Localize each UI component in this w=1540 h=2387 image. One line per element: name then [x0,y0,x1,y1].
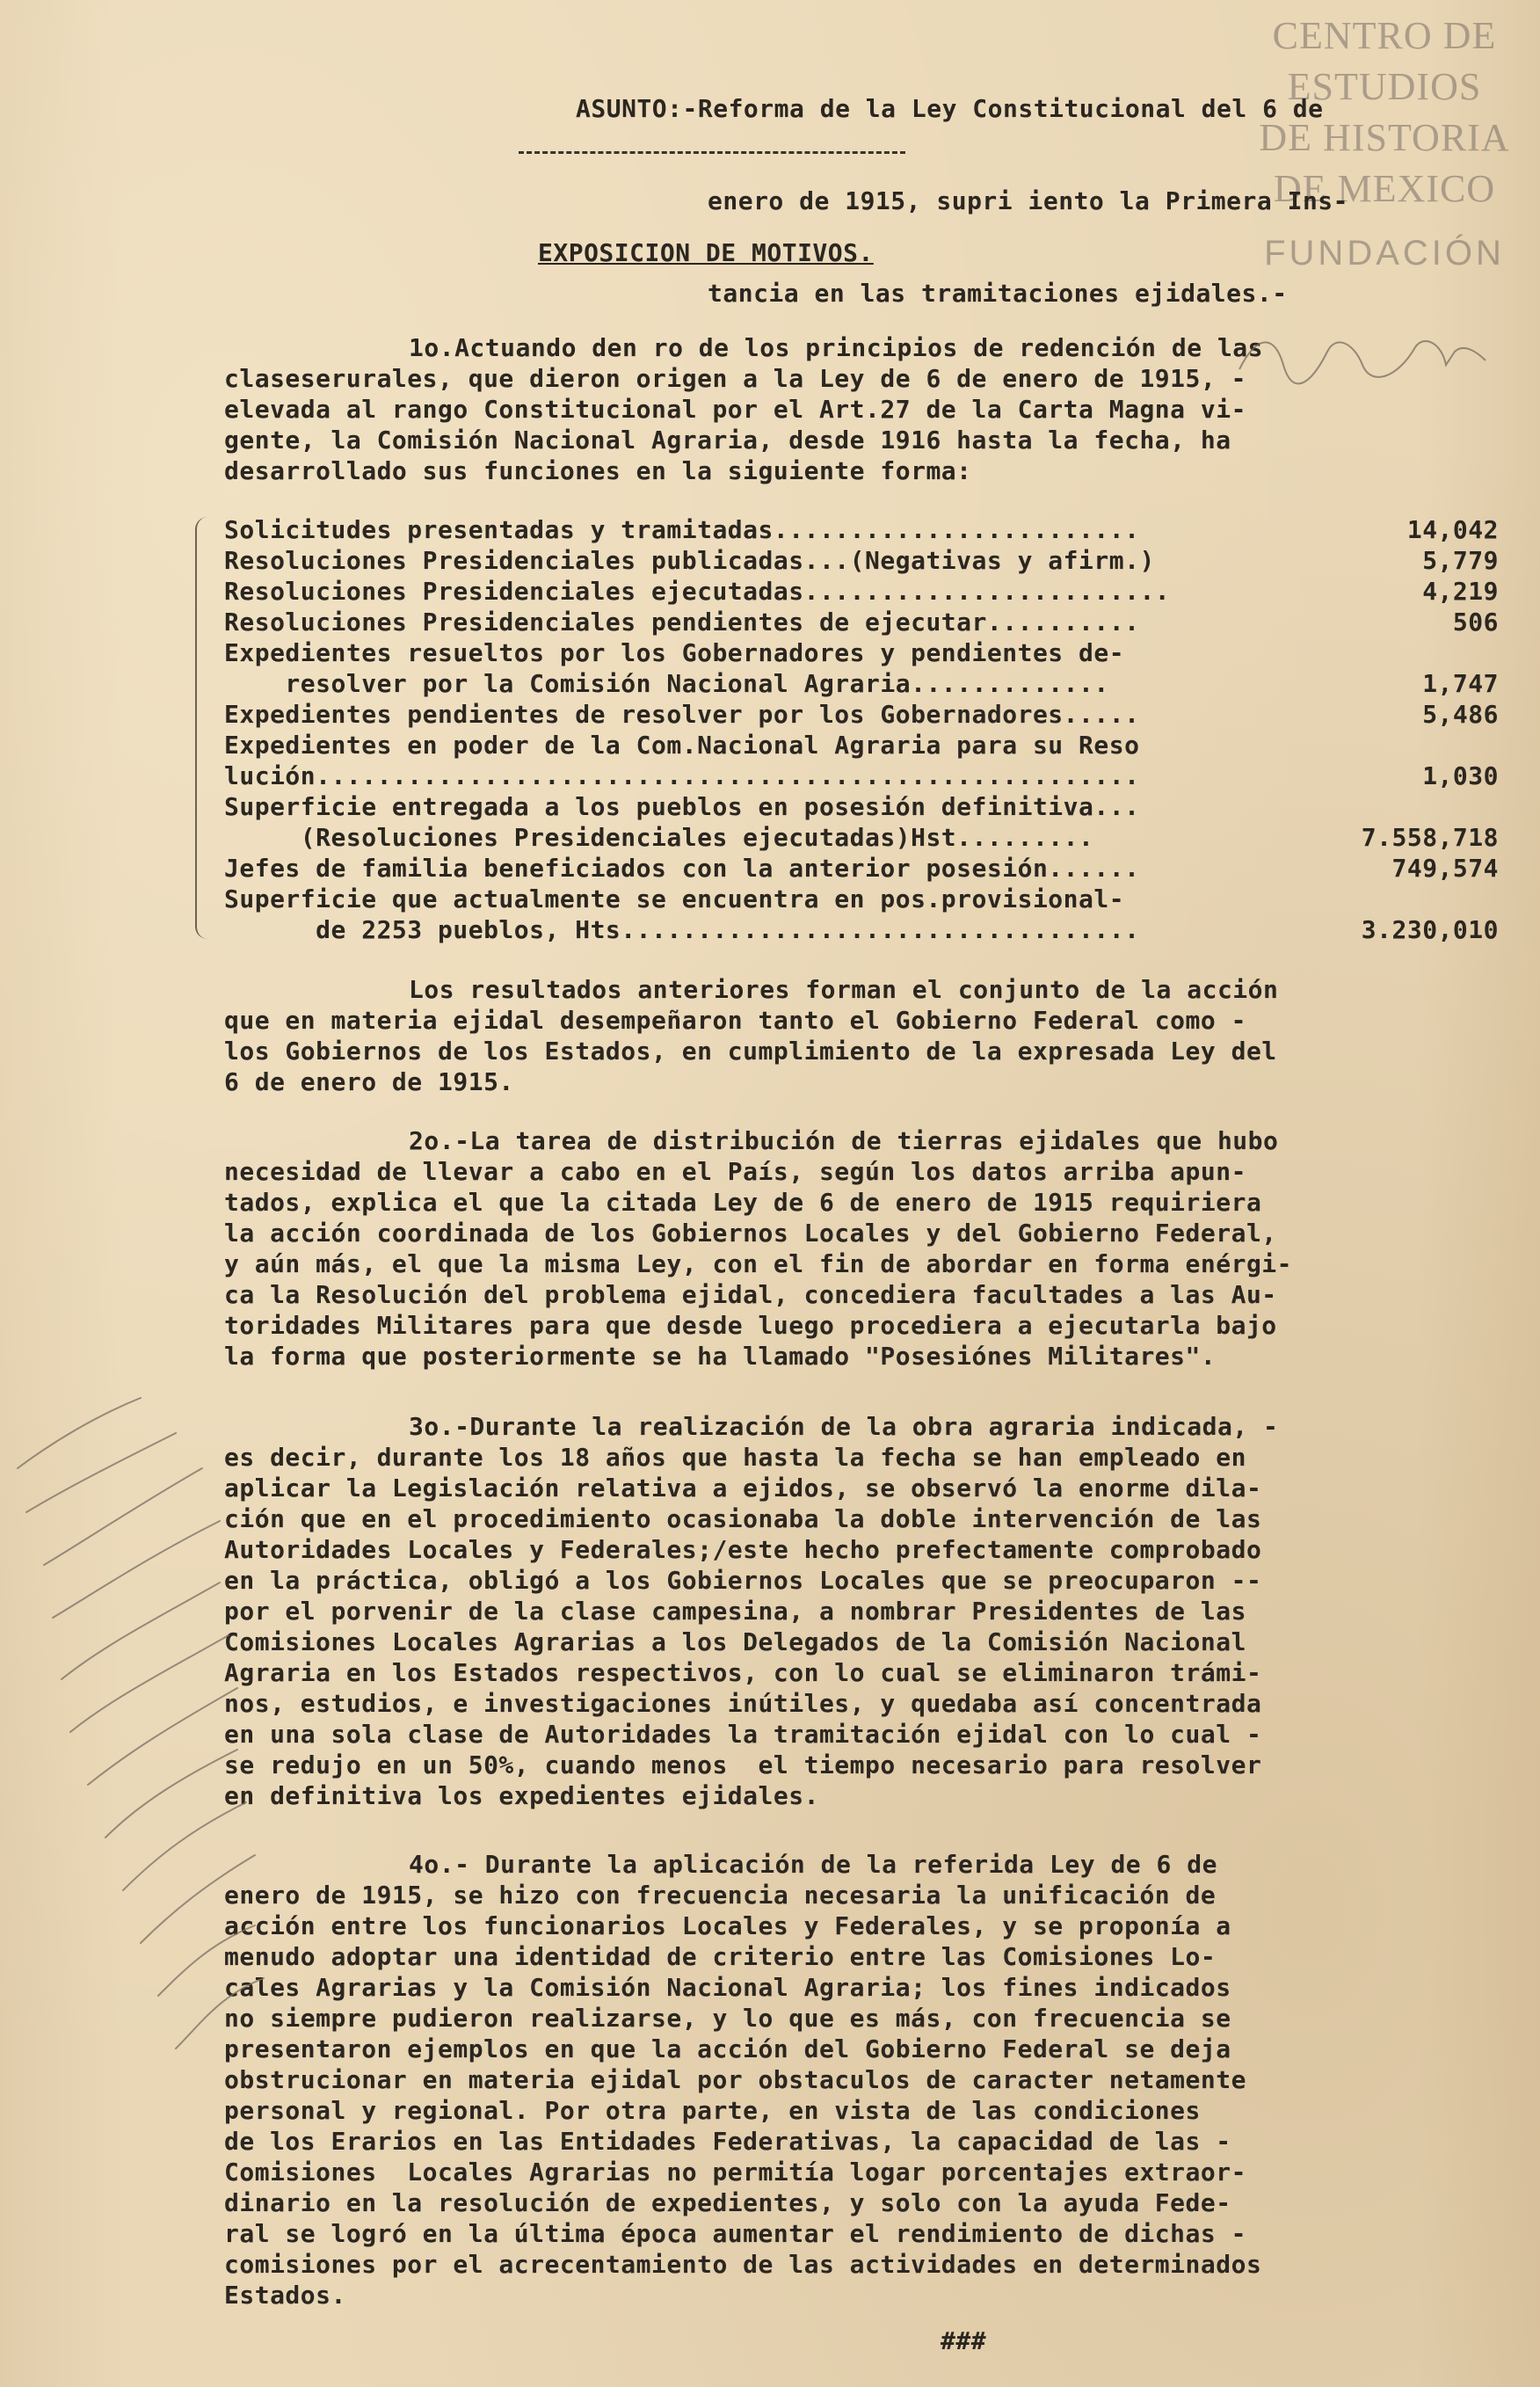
subject-line: tancia en las tramitaciones ejidales.- [708,279,1288,308]
stat-row [224,545,1499,576]
stat-label: Jefes de familia beneficiados con la anterior posesión...... [224,854,1140,883]
stat-label: de 2253 pueblos, Hts.................................. [224,915,1140,944]
text-line: dinario en la resolución de expedientes, y solo con la ayuda Fede- [224,2188,1231,2217]
stat-row [224,853,1499,884]
margin-pencil-notes [0,1363,334,2066]
stat-value: 749,574 [1391,854,1499,883]
text-line: de los Erarios en las Entidades Federativas, la capacidad de las - [224,2127,1231,2156]
text-line: Comisiones Locales Agrarias no permitía logar porcentajes extraor- [224,2158,1246,2187]
text-line: la forma que posteriormente se ha llamado "Posesiónes Militares". [224,1342,1217,1371]
subject-line: enero de 1915, supri iento la Primera Ins- [708,186,1349,215]
stat-row [224,730,1499,760]
end-mark: ### [941,2326,987,2355]
subject-line: ASUNTO:-Reforma de la Ley Constitucional del 6 de [576,94,1324,123]
text-line: gente, la Comisión Nacional Agraria, desde 1916 hasta la fecha, ha [224,426,1231,455]
stat-label: Resoluciones Presidenciales pendientes de ejecutar.......... [224,608,1140,637]
handwritten-bracket [195,517,214,939]
text-line: ción que en el procedimiento ocasionaba la doble intervención de las [224,1504,1262,1533]
paragraph-2 [224,1125,1507,1372]
stat-value: 3.230,010 [1361,915,1499,944]
text-line: se redujo en un 50%, cuando menos el tiempo necesario para resolver [224,1750,1262,1779]
watermark-line: DE MEXICO [1273,167,1496,210]
text-line: 6 de enero de 1915. [224,1067,514,1096]
text-line: menudo adoptar una identidad de criterio entre las Comisiones Lo- [224,1942,1217,1971]
text-line: ca la Resolución del problema ejidal, concediera facultades a las Au- [224,1280,1277,1309]
watermark-line: DE HISTORIA [1259,116,1510,159]
stat-row [224,607,1499,637]
dashed-divider [519,151,905,154]
stat-label: Expedientes resueltos por los Gobernadores y pendientes de- [224,638,1125,667]
paragraph-3 [224,1411,1507,1811]
text-line: aplicar la Legislación relativa a ejidos, se observó la enorme dila- [224,1474,1262,1503]
text-line: Estados. [224,2281,346,2310]
stat-row [224,668,1499,699]
stat-row [224,576,1499,607]
stat-row [224,514,1499,545]
stat-row [224,822,1499,853]
handwritten-signature [1231,317,1494,396]
text-line: toridades Militares para que desde luego procediera a ejecutarla bajo [224,1311,1277,1340]
stat-label: Expedientes pendientes de resolver por los Gobernadores..... [224,700,1140,729]
text-line: 4o.- Durante la aplicación de la referida Ley de 6 de [409,1850,1217,1879]
text-line: personal y regional. Por otra parte, en vista de las condiciones [224,2096,1201,2125]
stat-row [224,637,1499,668]
section-title: EXPOSICION DE MOTIVOS. [538,238,874,267]
stat-label: Resoluciones Presidenciales publicadas...(Negativas y afirm.) [224,546,1155,575]
paragraph-results [224,974,1507,1097]
text-line: en definitiva los expedientes ejidales. [224,1781,819,1810]
text-line: elevada al rango Constitucional por el Art.27 de la Carta Magna vi- [224,395,1246,424]
stat-row [224,914,1499,945]
stat-label: Expedientes en poder de la Com.Nacional Agraria para su Reso [224,731,1140,760]
text-line: y aún más, el que la misma Ley, con el fin de abordar en forma enérgi- [224,1249,1293,1278]
text-line: Agraria en los Estados respectivos, con lo cual se eliminaron trámi- [224,1658,1262,1687]
text-line: presentaron ejemplos en que la acción del Gobierno Federal se deja [224,2034,1231,2063]
stat-label: Superficie que actualmente se encuentra en pos.provisional- [224,884,1125,913]
watermark-line: CENTRO DE [1272,14,1497,57]
text-line: Autoridades Locales y Federales;/este hecho prefectamente comprobado [224,1535,1262,1564]
text-line: por el porvenir de la clase campesina, a nombrar Presidentes de las [224,1597,1246,1626]
stat-row [224,760,1499,791]
stat-label: Superficie entregada a los pueblos en posesión definitiva... [224,792,1140,821]
stat-value: 7.558,718 [1361,823,1499,852]
text-line: es decir, durante los 18 años que hasta la fecha se han empleado en [224,1443,1246,1472]
text-line: 1o.Actuando den ro de los principios de redención de las [409,333,1264,362]
text-line: comisiones por el acrecentamiento de las actividades en determinados [224,2250,1262,2279]
stat-label: Resoluciones Presidenciales ejecutadas........................ [224,577,1171,606]
text-line: claseserurales, que dieron origen a la Ley de 6 de enero de 1915, - [224,364,1246,393]
text-line: desarrollado sus funciones en la siguiente forma: [224,456,972,485]
text-line: no siempre pudieron realizarse, y lo que es más, con frecuencia se [224,2004,1231,2033]
stat-label: Solicitudes presentadas y tramitadas........................ [224,515,1140,544]
stat-value: 1,747 [1422,669,1499,698]
stat-value: 14,042 [1406,515,1499,544]
stat-value: 506 [1452,608,1499,637]
stat-value: 5,779 [1422,546,1499,575]
text-line: cales Agrarias y la Comisión Nacional Agraria; los fines indicados [224,1973,1231,2002]
stat-row [224,884,1499,914]
stat-label: lución...................................................... [224,761,1140,790]
text-line: que en materia ejidal desempeñaron tanto el Gobierno Federal como - [224,1006,1246,1035]
text-line: Los resultados anteriores forman el conjunto de la acción [409,975,1279,1004]
paragraph-4 [224,1849,1507,2311]
text-line: ral se logró en la última época aumentar el rendimiento de dichas - [224,2219,1246,2248]
text-line: los Gobiernos de los Estados, en cumplimiento de la expresada Ley del [224,1037,1277,1066]
text-line: en una sola clase de Autoridades la tramitación ejidal con lo cual - [224,1720,1262,1749]
watermark-line: ESTUDIOS [1287,65,1482,108]
text-line: Comisiones Locales Agrarias a los Delegados de la Comisión Nacional [224,1627,1246,1656]
text-line: tados, explica el que la citada Ley de 6 de enero de 1915 requiriera [224,1188,1262,1217]
statistics-list [224,514,1499,945]
text-line: acción entre los funcionarios Locales y Federales, y se proponía a [224,1911,1231,1940]
text-line: necesidad de llevar a cabo en el País, según los datos arriba apun- [224,1157,1246,1186]
stat-label: resolver por la Comisión Nacional Agraria............. [224,669,1109,698]
stat-value: 4,219 [1422,577,1499,606]
stat-value: 1,030 [1422,761,1499,790]
stat-label: (Resoluciones Presidenciales ejecutadas)Hst......... [224,823,1094,852]
stat-row [224,791,1499,822]
text-line: la acción coordinada de los Gobiernos Locales y del Gobierno Federal, [224,1219,1277,1248]
text-line: 2o.-La tarea de distribución de tierras ejidales que hubo [409,1126,1279,1155]
text-line: enero de 1915, se hizo con frecuencia necesaria la unificación de [224,1881,1217,1910]
text-line: en la práctica, obligó a los Gobiernos Locales que se preocuparon -- [224,1566,1262,1595]
stat-value: 5,486 [1422,700,1499,729]
watermark-foundation: FUNDACIÓN [1264,234,1505,273]
text-line: obstrucionar en materia ejidal por obstaculos de caracter netamente [224,2065,1246,2094]
text-line: 3o.-Durante la realización de la obra agraria indicada, - [409,1412,1279,1441]
text-line: nos, estudios, e investigaciones inútiles, y quedaba así concentrada [224,1689,1262,1718]
stat-row [224,699,1499,730]
